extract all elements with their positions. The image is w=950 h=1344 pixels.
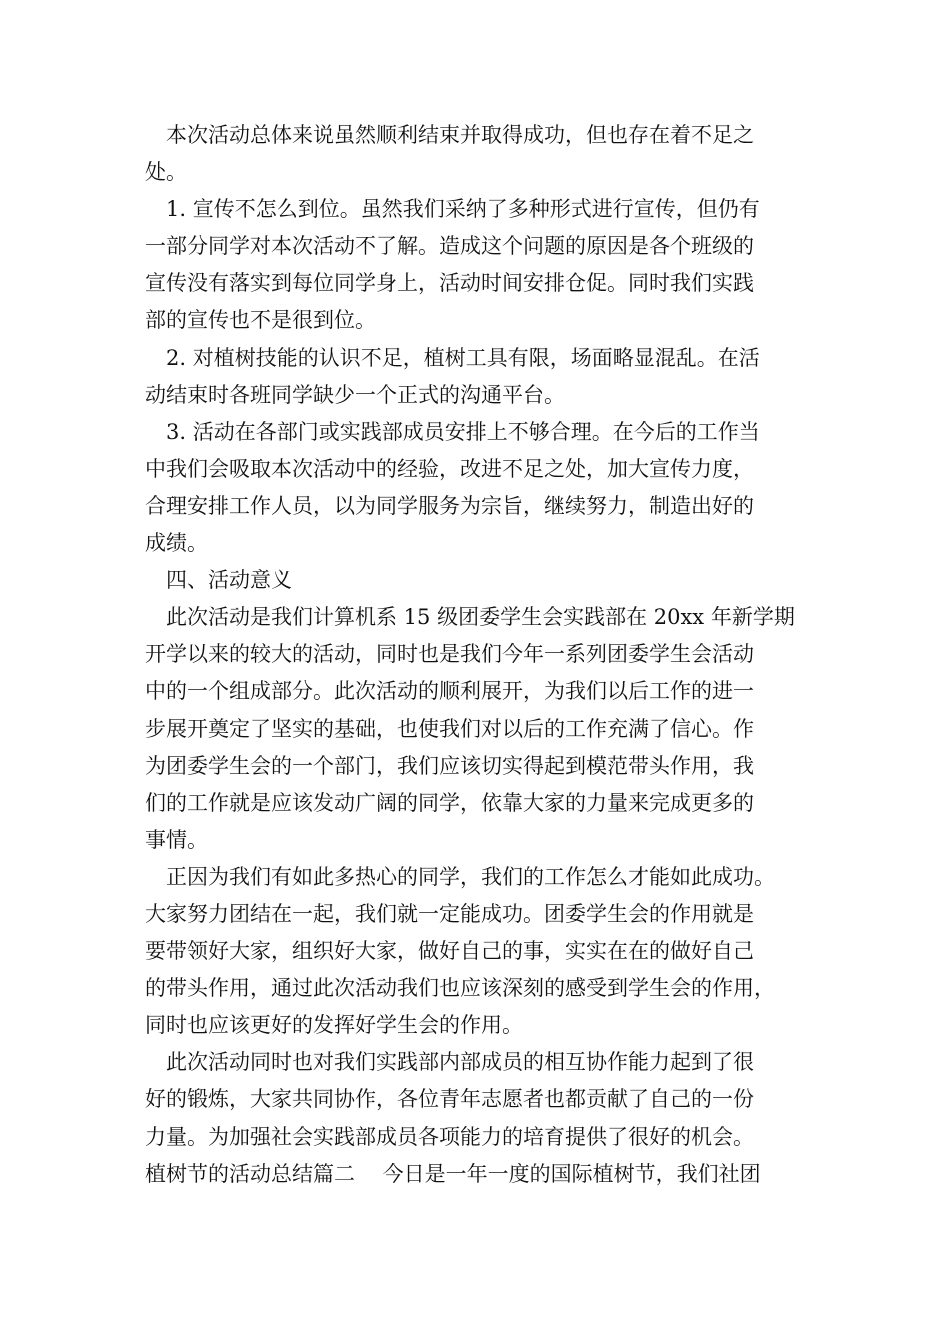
section-heading: 四、活动意义	[145, 568, 292, 593]
text-line: 成绩。	[145, 531, 208, 556]
text-line: 2. 对植树技能的认识不足，植树工具有限，场面略显混乱。在活	[145, 345, 760, 370]
paragraph-point-2	[145, 340, 810, 414]
text-line: 事情。	[145, 827, 208, 852]
text-line: 力量。为加强社会实践部成员各项能力的培育提供了很好的机会。	[145, 1124, 754, 1149]
text-line: 中我们会吸取本次活动中的经验，改进不足之处，加大宣传力度，	[145, 456, 754, 481]
text-line: 中的一个组成部分。此次活动的顺利展开，为我们以后工作的进一	[145, 679, 754, 704]
paragraph-point-1	[145, 191, 810, 339]
text-line: 此次活动同时也对我们实践部内部成员的相互协作能力起到了很	[145, 1050, 754, 1075]
section-heading-significance	[145, 562, 810, 599]
text-line: 合理安排工作人员，以为同学服务为宗旨，继续努力，制造出好的	[145, 493, 754, 518]
paragraph-point-3	[145, 414, 810, 562]
document-body	[145, 117, 810, 1193]
text-line: 们的工作就是应该发动广阔的同学，依靠大家的力量来完成更多的	[145, 790, 754, 815]
text-line: 1. 宣传不怎么到位。虽然我们采纳了多种形式进行宣传，但仍有	[145, 197, 760, 222]
text-line: 好的锻炼，大家共同协作，各位青年志愿者也都贡献了自己的一份	[145, 1087, 754, 1112]
text-line: 此次活动是我们计算机系 15 级团委学生会实践部在 20xx 年新学期	[145, 605, 795, 630]
text-line: 本次活动总体来说虽然顺利结束并取得成功，但也存在着不足之	[145, 123, 754, 147]
text-line: 一部分同学对本次活动不了解。造成这个问题的原因是各个班级的	[145, 234, 754, 259]
text-line: 为团委学生会的一个部门，我们应该切实得起到模范带头作用，我	[145, 753, 754, 778]
text-line: 要带领好大家，组织好大家，做好自己的事，实实在在的做好自己	[145, 939, 754, 964]
paragraph-enthusiasm	[145, 859, 810, 1044]
text-line: 3. 活动在各部门或实践部成员安排上不够合理。在今后的工作当	[145, 419, 760, 444]
text-line: 处。	[145, 160, 187, 185]
text-line: 步展开奠定了坚实的基础，也使我们对以后的工作充满了信心。作	[145, 716, 754, 741]
text-line: 正因为我们有如此多热心的同学，我们的工作怎么才能如此成功。	[145, 864, 775, 889]
text-line: 植树节的活动总结篇二 今日是一年一度的国际植树节，我们社团	[145, 1161, 761, 1186]
paragraph-significance	[145, 599, 810, 859]
text-line: 大家努力团结在一起，我们就一定能成功。团委学生会的作用就是	[145, 901, 754, 926]
text-line: 的带头作用，通过此次活动我们也应该深刻的感受到学生会的作用，	[145, 976, 775, 1001]
text-line: 开学以来的较大的活动，同时也是我们今年一系列团委学生会活动	[145, 642, 754, 667]
paragraph-shortcomings-intro	[145, 117, 810, 191]
paragraph-teamwork	[145, 1044, 810, 1192]
text-line: 宣传没有落实到每位同学身上，活动时间安排仓促。同时我们实践	[145, 271, 754, 296]
text-line: 同时也应该更好的发挥好学生会的作用。	[145, 1013, 523, 1038]
text-line: 部的宣传也不是很到位。	[145, 308, 376, 333]
text-line: 动结束时各班同学缺少一个正式的沟通平台。	[145, 382, 565, 407]
